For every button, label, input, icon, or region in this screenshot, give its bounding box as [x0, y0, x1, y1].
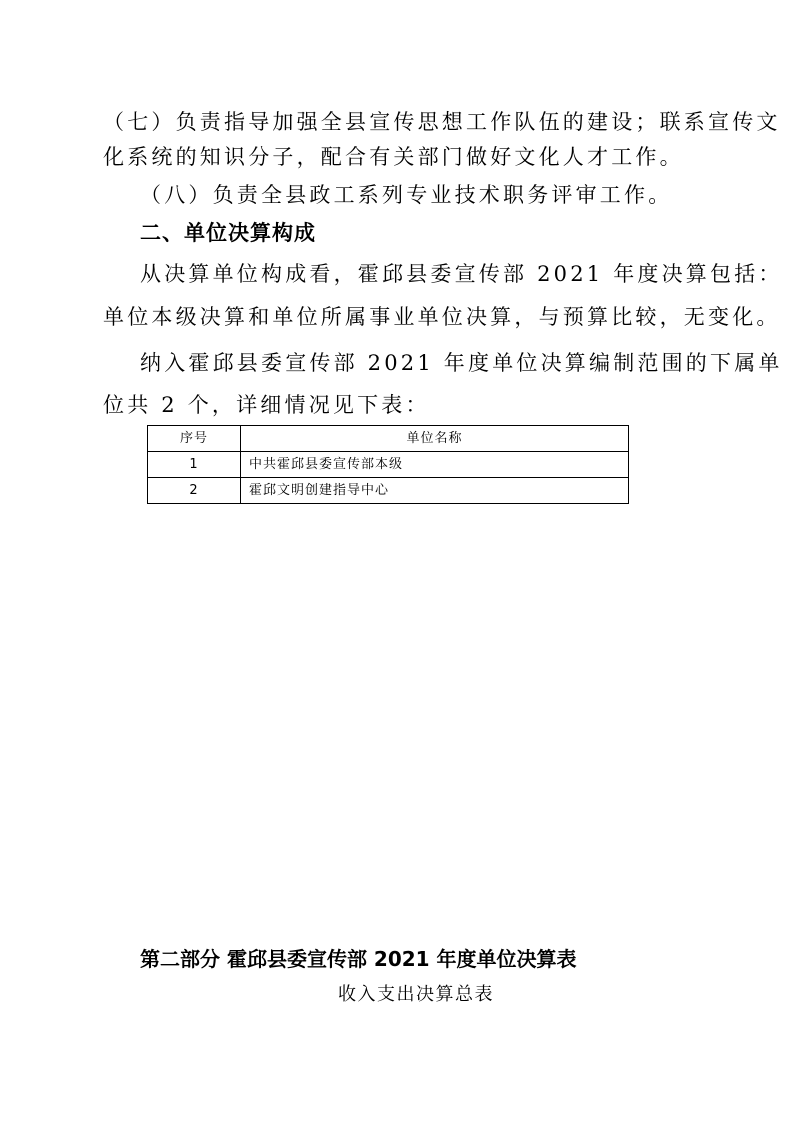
table-row	[148, 478, 629, 504]
table-row	[148, 452, 629, 478]
paragraph-item7-line1: （七）负责指导加强全县宣传思想工作队伍的建设；联系宣传文	[103, 110, 781, 134]
header-unit-name: 单位名称	[241, 426, 629, 452]
table-header-row	[148, 426, 629, 452]
paragraph-item8: （八）负责全县政工系列专业技术职务评审工作。	[140, 183, 673, 207]
cell-serial-number: 2	[148, 478, 241, 504]
part2-title: 第二部分 霍邱县委宣传部 2021 年度单位决算表	[140, 947, 577, 971]
cell-unit-name: 霍邱文明创建指导中心	[241, 478, 629, 504]
units-table	[147, 425, 629, 504]
paragraph-composition-line1: 从决算单位构成看，霍邱县委宣传部 2021 年度决算包括：	[140, 262, 783, 286]
section-heading-unit-composition: 二、单位决算构成	[140, 221, 316, 245]
part2-subtitle: 收入支出决算总表	[338, 984, 494, 1005]
header-serial-number: 序号	[148, 426, 241, 452]
paragraph-scope-line1: 纳入霍邱县委宣传部 2021 年度单位决算编制范围的下属单	[140, 351, 783, 375]
paragraph-composition-line2: 单位本级决算和单位所属事业单位决算，与预算比较，无变化。	[103, 305, 781, 329]
cell-unit-name: 中共霍邱县委宣传部本级	[241, 452, 629, 478]
paragraph-item7-line2: 化系统的知识分子，配合有关部门做好文化人才工作。	[103, 145, 684, 169]
cell-serial-number: 1	[148, 452, 241, 478]
paragraph-scope-line2: 位共 2 个，详细情况见下表：	[103, 393, 430, 417]
